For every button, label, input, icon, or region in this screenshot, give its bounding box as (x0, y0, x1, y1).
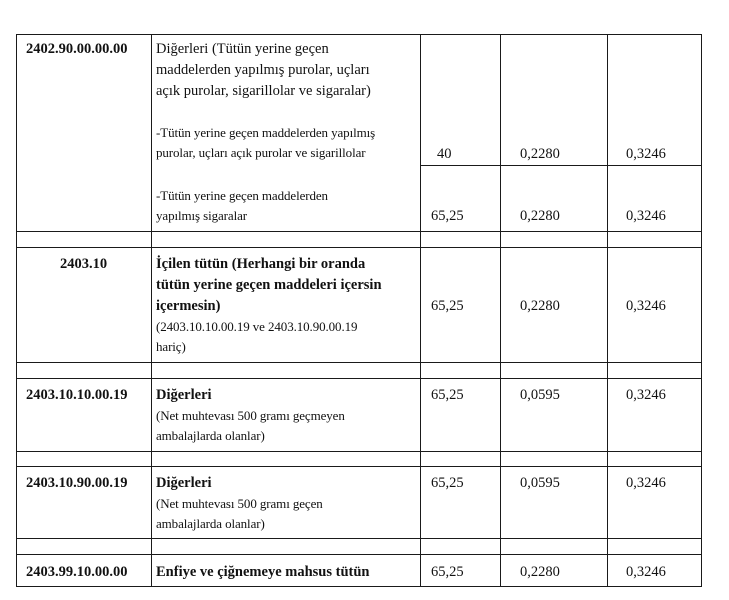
row-divider (16, 231, 702, 232)
table-border-bottom (16, 586, 702, 587)
row-title-line: açık purolar, sigarillolar ve sigaralar) (156, 83, 371, 99)
subrow-desc-line: purolar, uçları açık purolar ve sigarillolar (156, 145, 366, 160)
rate-value: 0,0595 (520, 475, 560, 491)
rate-value: 65,25 (431, 208, 464, 224)
rate-value: 0,2280 (520, 298, 560, 314)
row-title-bold: Diğerleri (156, 41, 209, 57)
rate-value: 65,25 (431, 564, 464, 580)
row-title: Diğerleri (156, 387, 212, 403)
row-divider (16, 538, 702, 539)
table-border-top (16, 34, 702, 35)
rate-value: 0,3246 (626, 475, 666, 491)
rate-value: 0,3246 (626, 564, 666, 580)
tariff-code: 2403.10.90.00.19 (26, 475, 128, 491)
tariff-code: 2403.10 (60, 256, 108, 272)
row-title: Diğerleri (156, 475, 212, 491)
rate-value: 65,25 (431, 298, 464, 314)
column-divider-rate1 (500, 34, 501, 587)
row-title-line: İçilen tütün (Herhangi bir oranda (156, 256, 366, 272)
row-title-line: içermesin) (156, 298, 221, 314)
row-divider (16, 451, 702, 452)
table-border-right (701, 34, 702, 587)
row-divider (16, 466, 702, 467)
tariff-code: 2403.99.10.00.00 (26, 564, 128, 580)
rate-value: 0,3246 (626, 298, 666, 314)
tariff-code: 2402.90.00.00.00 (26, 41, 128, 57)
rate-value: 0,0595 (520, 387, 560, 403)
rate-value: 0,2280 (520, 564, 560, 580)
row-title: Enfiye ve çiğnemeye mahsus tütün (156, 564, 370, 580)
column-divider-rate2 (607, 34, 608, 587)
row-divider (16, 554, 702, 555)
row-divider (16, 362, 702, 363)
row-note-line: (2403.10.10.00.19 ve 2403.10.90.00.19 (156, 319, 358, 334)
rate-value: 0,3246 (626, 387, 666, 403)
table-border-left (16, 34, 17, 587)
row-divider (16, 378, 702, 379)
subrow-desc-line: -Tütün yerine geçen maddelerden yapılmış (156, 125, 376, 140)
rate-value: 0,3246 (626, 208, 666, 224)
tariff-code: 2403.10.10.00.19 (26, 387, 128, 403)
rate-value: 65,25 (431, 475, 464, 491)
row-note-line: ambalajlarda olanlar) (156, 516, 265, 531)
row-title-rest: (Tütün yerine geçen (208, 41, 329, 57)
rate-value: 65,25 (431, 387, 464, 403)
rate-value: 0,2280 (520, 146, 560, 162)
column-divider-desc (420, 34, 421, 587)
rate-value: 40 (437, 146, 452, 162)
rate-value: 0,3246 (626, 146, 666, 162)
row-note-line: ambalajlarda olanlar) (156, 428, 265, 443)
subrow-divider (420, 165, 702, 166)
row-title-line: tütün yerine geçen maddeleri içersin (156, 277, 382, 293)
row-note-line: (Net muhtevası 500 gramı geçen (156, 496, 323, 511)
subrow-desc-line: yapılmış sigaralar (156, 208, 247, 223)
subrow-desc-line: -Tütün yerine geçen maddelerden (156, 188, 328, 203)
row-title (156, 40, 329, 59)
row-note-line: (Net muhtevası 500 gramı geçmeyen (156, 408, 345, 423)
row-divider (16, 247, 702, 248)
row-title-line: maddelerden yapılmış purolar, uçları (156, 62, 370, 78)
row-note-line: hariç) (156, 339, 186, 354)
column-divider-code (151, 34, 152, 587)
rate-value: 0,2280 (520, 208, 560, 224)
